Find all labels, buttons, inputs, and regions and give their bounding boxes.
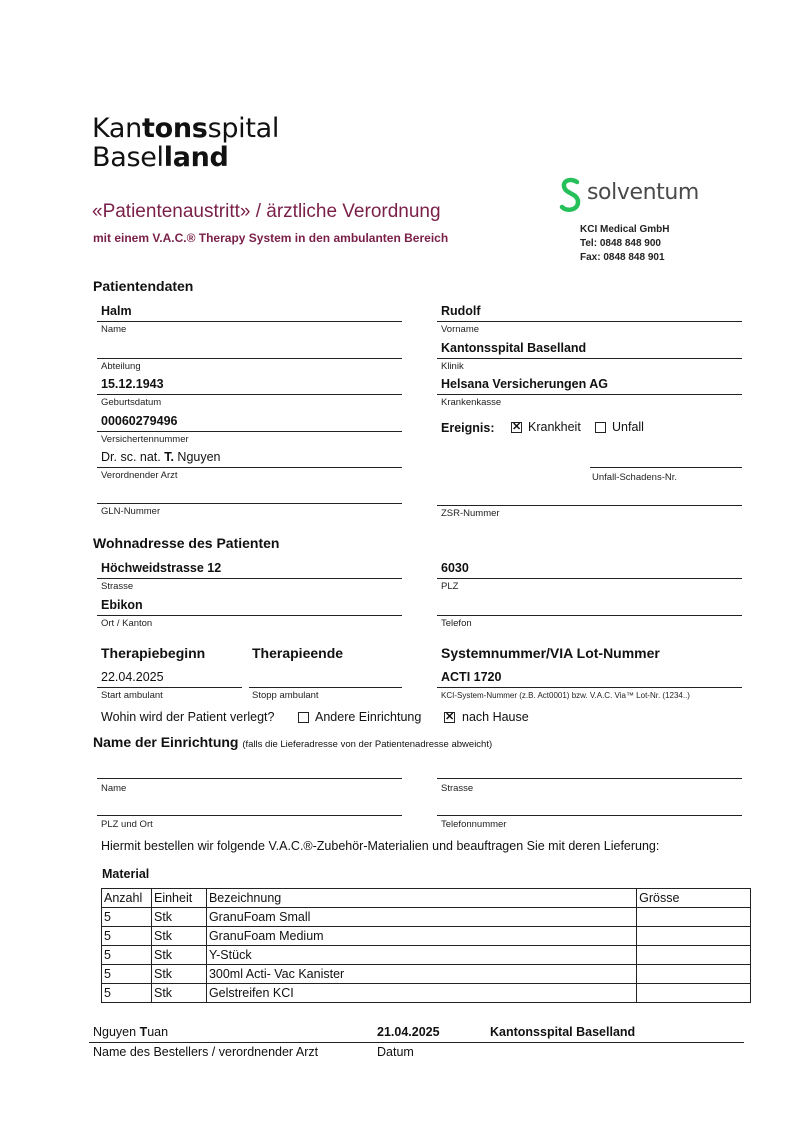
verlegung-question: Wohin wird der Patient verlegt? xyxy=(101,710,275,724)
ort-field[interactable]: Ebikon xyxy=(101,598,143,612)
name-label: Name xyxy=(101,324,127,335)
vorname-field[interactable]: Rudolf xyxy=(441,304,481,318)
telefon-label: Telefon xyxy=(441,618,472,629)
systemnummer-label: KCI-System-Nummer (z.B. Act0001) bzw. V.A.C. Via™ Lot-Nr. (1234..) xyxy=(441,691,690,700)
geburtsdatum-label: Geburtsdatum xyxy=(101,397,162,408)
therapieende-title: Therapieende xyxy=(252,645,344,661)
footer-klinik[interactable]: Kantonsspital Baselland xyxy=(490,1025,636,1039)
arzt-underline xyxy=(97,467,402,468)
abteilung-underline xyxy=(97,358,402,359)
ort-underline xyxy=(97,615,402,616)
systemnummer-underline xyxy=(437,687,742,688)
arzt-label: Verordnender Arzt xyxy=(101,470,178,481)
vorname-label: Vorname xyxy=(441,324,480,335)
cell-anzahl[interactable]: 5 xyxy=(102,908,152,927)
telefon-underline xyxy=(437,615,742,616)
cell-bezeichnung[interactable]: GranuFoam Small xyxy=(206,908,636,927)
cell-bezeichnung[interactable]: Y-Stück xyxy=(206,946,636,965)
einrichtung-plz-label: PLZ und Ort xyxy=(101,819,153,830)
section-einrichtung: Name der Einrichtung (falls die Lieferadresse von der Patientenadresse abweicht) xyxy=(93,734,493,750)
einrichtung-strasse-label: Strasse xyxy=(441,783,474,794)
cell-groesse[interactable] xyxy=(637,984,751,1003)
cell-groesse[interactable] xyxy=(637,927,751,946)
krankenkasse-field[interactable]: Helsana Versicherungen AG xyxy=(441,377,608,391)
geburtsdatum-underline xyxy=(97,394,402,395)
gln-underline xyxy=(97,503,402,504)
plz-label: PLZ xyxy=(441,581,459,592)
andere-einrichtung-checkbox[interactable] xyxy=(298,712,309,723)
ort-label: Ort / Kanton xyxy=(101,618,153,629)
cell-anzahl[interactable]: 5 xyxy=(102,927,152,946)
strasse-underline xyxy=(97,578,402,579)
therapiebeginn-label: Start ambulant xyxy=(101,690,163,701)
versichertennummer-field[interactable]: 00060279496 xyxy=(101,414,178,428)
col-groesse: Grösse xyxy=(637,889,751,908)
section-patientendaten: Patientendaten xyxy=(93,278,194,294)
supplier-name: KCI Medical GmbH xyxy=(580,224,670,235)
klinik-underline xyxy=(437,358,742,359)
strasse-label: Strasse xyxy=(101,581,134,592)
cell-einheit[interactable]: Stk xyxy=(151,908,206,927)
abteilung-label: Abteilung xyxy=(101,361,141,372)
table-row xyxy=(102,927,751,946)
geburtsdatum-field[interactable]: 15.12.1943 xyxy=(101,377,164,391)
datum-field[interactable]: 21.04.2025 xyxy=(377,1025,440,1039)
krankenkasse-underline xyxy=(437,394,742,395)
table-row xyxy=(102,984,751,1003)
klinik-field[interactable]: Kantonsspital Baselland xyxy=(441,341,587,355)
gln-label: GLN-Nummer xyxy=(101,506,161,517)
section-wohnadresse: Wohnadresse des Patienten xyxy=(93,535,280,551)
cell-bezeichnung[interactable]: 300ml Acti- Vac Kanister xyxy=(206,965,636,984)
supplier-tel: Tel: 0848 848 900 xyxy=(580,238,661,249)
col-anzahl: Anzahl xyxy=(102,889,152,908)
vorname-underline xyxy=(437,321,742,322)
name-underline xyxy=(97,321,402,322)
arzt-field[interactable]: Dr. sc. nat. T. Nguyen xyxy=(101,450,221,464)
col-bezeichnung: Bezeichnung xyxy=(206,889,636,908)
unfall-nr-label: Unfall-Schadens-Nr. xyxy=(592,472,678,483)
order-intro: Hiermit bestellen wir folgende V.A.C.®-Zubehör-Materialien und beauftragen Sie mit deren Lieferung: xyxy=(101,839,660,853)
solventum-icon xyxy=(558,176,584,214)
versichertennummer-underline xyxy=(97,431,402,432)
therapieende-label: Stopp ambulant xyxy=(252,690,319,701)
systemnummer-title: Systemnummer/VIA Lot-Nummer xyxy=(441,645,660,661)
zsr-underline xyxy=(437,505,742,506)
cell-anzahl[interactable]: 5 xyxy=(102,946,152,965)
einrichtung-telefon-underline[interactable] xyxy=(437,815,742,816)
cell-groesse[interactable] xyxy=(637,946,751,965)
therapiebeginn-field[interactable]: 22.04.2025 xyxy=(101,670,164,684)
andere-einrichtung-label: Andere Einrichtung xyxy=(315,710,422,724)
solventum-logo-text: solventum xyxy=(587,180,699,205)
therapiebeginn-title: Therapiebeginn xyxy=(101,645,206,661)
einrichtung-plz-underline[interactable] xyxy=(97,815,402,816)
cell-bezeichnung[interactable]: Gelstreifen KCI xyxy=(206,984,636,1003)
signature-underline xyxy=(89,1042,744,1043)
form-subtitle: mit einem V.A.C.® Therapy System in den ambulanten Bereich xyxy=(93,231,449,245)
cell-einheit[interactable]: Stk xyxy=(151,946,206,965)
name-field[interactable]: Halm xyxy=(101,304,132,318)
kantonsspital-logo: Kantonsspital Baselland xyxy=(92,113,280,173)
col-einheit: Einheit xyxy=(151,889,206,908)
cell-einheit[interactable]: Stk xyxy=(151,965,206,984)
cell-anzahl[interactable]: 5 xyxy=(102,965,152,984)
cell-einheit[interactable]: Stk xyxy=(151,927,206,946)
einrichtung-strasse-underline[interactable] xyxy=(437,778,742,779)
table-header-row xyxy=(102,889,751,908)
krankheit-label: Krankheit xyxy=(528,420,581,434)
material-title: Material xyxy=(102,867,150,881)
nach-hause-checkbox[interactable] xyxy=(444,712,455,723)
systemnummer-field[interactable]: ACTI 1720 xyxy=(441,670,502,684)
therapieende-underline xyxy=(249,687,402,688)
klinik-label: Klinik xyxy=(441,361,464,372)
einrichtung-name-label: Name xyxy=(101,783,127,794)
strasse-field[interactable]: Höchweidstrasse 12 xyxy=(101,561,222,575)
zsr-label: ZSR-Nummer xyxy=(441,508,500,519)
besteller-field[interactable]: Nguyen Tuan xyxy=(93,1025,169,1039)
versichertennummer-label: Versichertennummer xyxy=(101,434,189,445)
plz-underline xyxy=(437,578,742,579)
unfall-nr-underline xyxy=(590,467,742,468)
cell-anzahl[interactable]: 5 xyxy=(102,984,152,1003)
material-table xyxy=(101,888,751,1003)
einrichtung-name-underline[interactable] xyxy=(97,778,402,779)
cell-bezeichnung[interactable]: GranuFoam Medium xyxy=(206,927,636,946)
table-row xyxy=(102,946,751,965)
unfall-label: Unfall xyxy=(612,420,644,434)
cell-einheit[interactable]: Stk xyxy=(151,984,206,1003)
form-title: «Patientenaustritt» / ärztliche Verordnung xyxy=(92,201,441,222)
supplier-fax: Fax: 0848 848 901 xyxy=(580,252,665,263)
cell-groesse[interactable] xyxy=(637,908,751,927)
therapiebeginn-underline xyxy=(97,687,242,688)
unfall-checkbox[interactable] xyxy=(595,422,606,433)
plz-field[interactable]: 6030 xyxy=(441,561,469,575)
cell-groesse[interactable] xyxy=(637,965,751,984)
krankenkasse-label: Krankenkasse xyxy=(441,397,502,408)
table-row xyxy=(102,965,751,984)
besteller-label: Name des Bestellers / verordnender Arzt xyxy=(93,1045,319,1059)
krankheit-checkbox[interactable] xyxy=(511,422,522,433)
table-row xyxy=(102,908,751,927)
nach-hause-label: nach Hause xyxy=(462,710,529,724)
einrichtung-telefon-label: Telefonnummer xyxy=(441,819,507,830)
datum-label: Datum xyxy=(377,1045,414,1059)
ereignis-label: Ereignis: xyxy=(441,421,495,435)
